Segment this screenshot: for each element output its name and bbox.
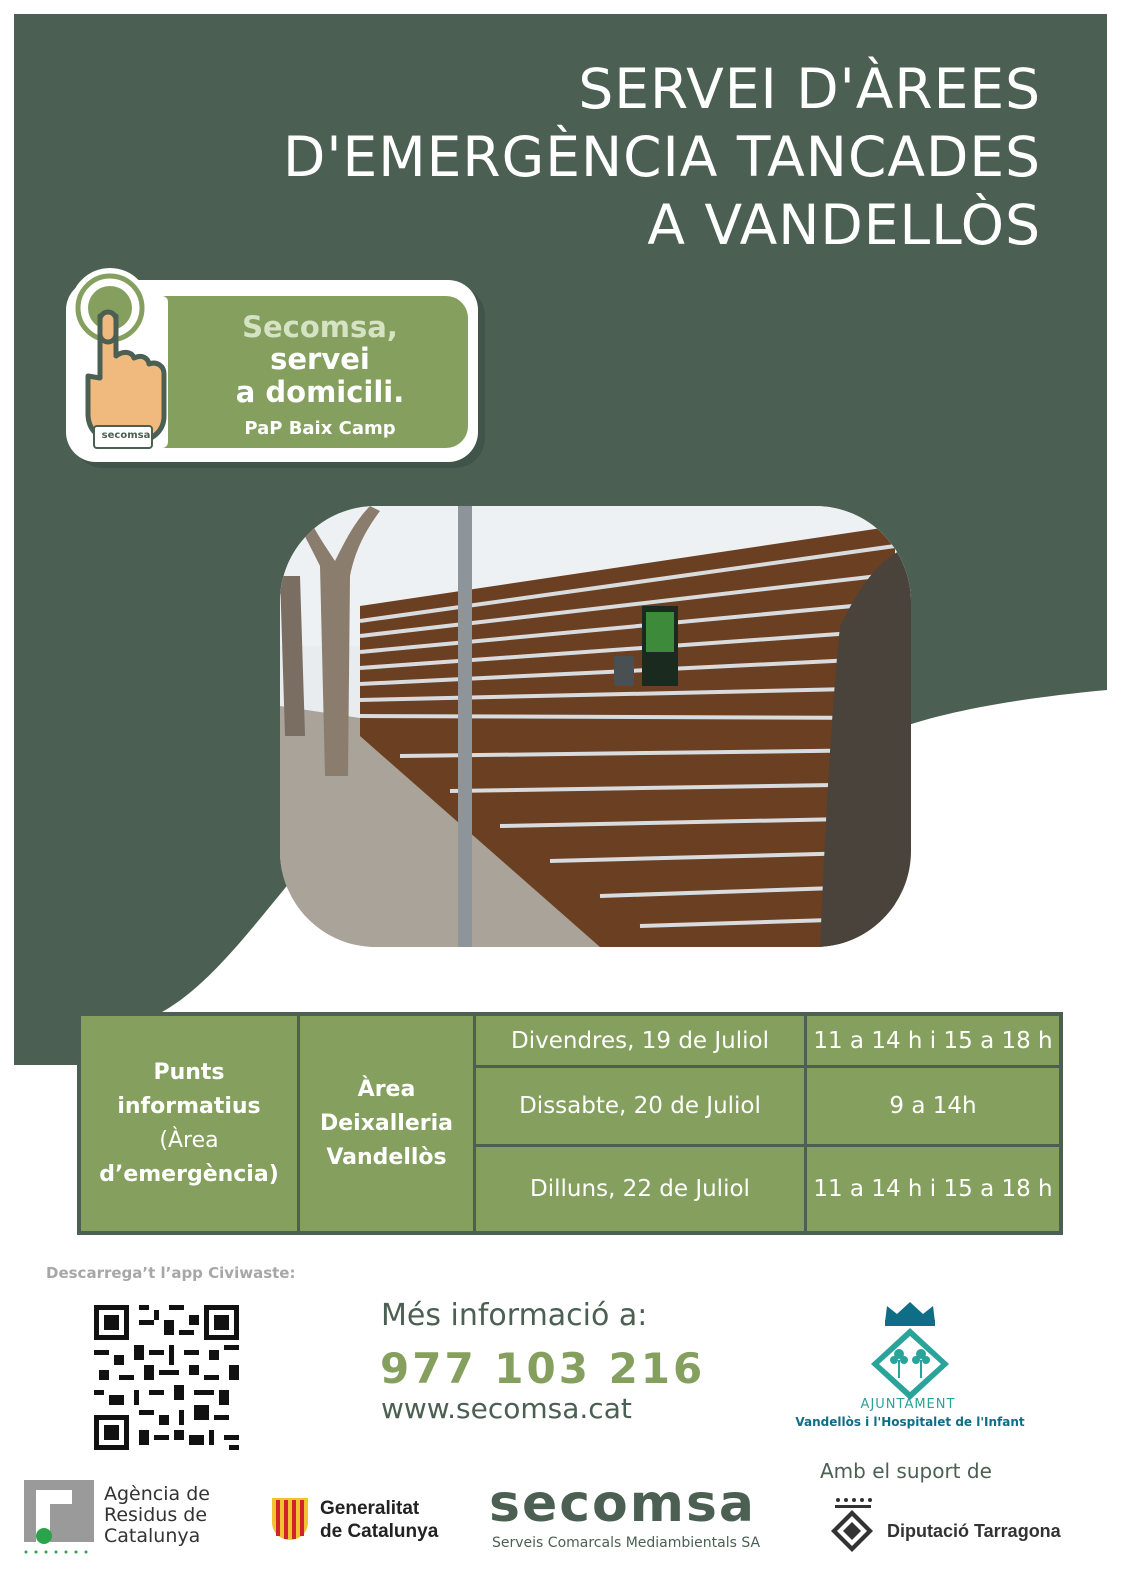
arc-line-3: Catalunya: [104, 1525, 201, 1547]
page-title: [141, 55, 1041, 259]
ajuntament-name: Vandellòs i l'Hospitalet de l'Infant: [795, 1415, 1025, 1429]
label-line-3: (Àrea: [159, 1127, 219, 1153]
diputacio-name: Diputació Tarragona: [887, 1521, 1061, 1541]
badge-line-3: a domicili.: [235, 375, 405, 409]
title-line-2: D'EMERGÈNCIA TANCADES: [282, 125, 1041, 189]
ajuntament-shield-icon: [869, 1300, 951, 1404]
day-cell-2: Dissabte, 20 de Juliol: [476, 1068, 804, 1144]
support-label: Amb el suport de: [820, 1459, 992, 1483]
secomsa-mini-logo: secomsa: [101, 430, 151, 441]
schedule-table: [77, 1012, 1063, 1235]
hours-cell-1: 11 a 14 h i 15 a 18 h: [807, 1016, 1059, 1065]
place-line-3: Vandellòs: [326, 1144, 447, 1170]
day-cell-3: Dilluns, 22 de Juliol: [476, 1147, 804, 1231]
badge-line-1: Secomsa,: [242, 310, 398, 344]
day-cell-1: Divendres, 19 de Juliol: [476, 1016, 804, 1065]
website-link[interactable]: www.secomsa.cat: [381, 1392, 632, 1425]
arc-line-2: Residus de: [104, 1504, 208, 1526]
phone-number[interactable]: 977 103 216: [380, 1344, 706, 1393]
title-line-3: A VANDELLÒS: [647, 193, 1041, 257]
hours-cell-3: 11 a 14 h i 15 a 18 h: [807, 1147, 1059, 1231]
fence-photo: [280, 506, 911, 947]
ajuntament-label: AJUNTAMENT: [860, 1397, 956, 1412]
badge-line-2: servei: [270, 342, 370, 376]
title-line-1: SERVEI D'ÀREES: [578, 57, 1041, 121]
hours-cell-2: 9 a 14h: [807, 1068, 1059, 1144]
arc-line-1: Agència de: [104, 1483, 210, 1505]
generalitat-line-1: Generalitat: [320, 1498, 420, 1519]
info-points-cell: [81, 1016, 297, 1231]
qr-code-icon[interactable]: [94, 1305, 239, 1450]
arc-name: [104, 1484, 210, 1547]
diputacio-logo-icon: [829, 1496, 875, 1554]
label-line-4: d’emergència): [99, 1161, 279, 1187]
label-line-1: Punts: [153, 1059, 225, 1085]
generalitat-shield-icon: [270, 1496, 310, 1542]
secomsa-subtitle: Serveis Comarcals Mediambientals SA: [492, 1535, 761, 1551]
secomsa-logo: secomsa: [489, 1474, 756, 1534]
download-app-text: Descarrega’t l’app Civiwaste:: [46, 1264, 296, 1282]
label-line-2: informatius: [117, 1093, 261, 1119]
place-line-1: Àrea: [357, 1076, 416, 1102]
place-cell: [300, 1016, 473, 1231]
place-line-2: Deixalleria: [320, 1110, 453, 1136]
generalitat-line-2: de Catalunya: [320, 1521, 439, 1542]
more-info-label: Més informació a:: [381, 1298, 648, 1333]
generalitat-name: [320, 1497, 438, 1543]
badge-line-4: PaP Baix Camp: [244, 418, 396, 439]
arc-logo-icon: [22, 1478, 98, 1556]
